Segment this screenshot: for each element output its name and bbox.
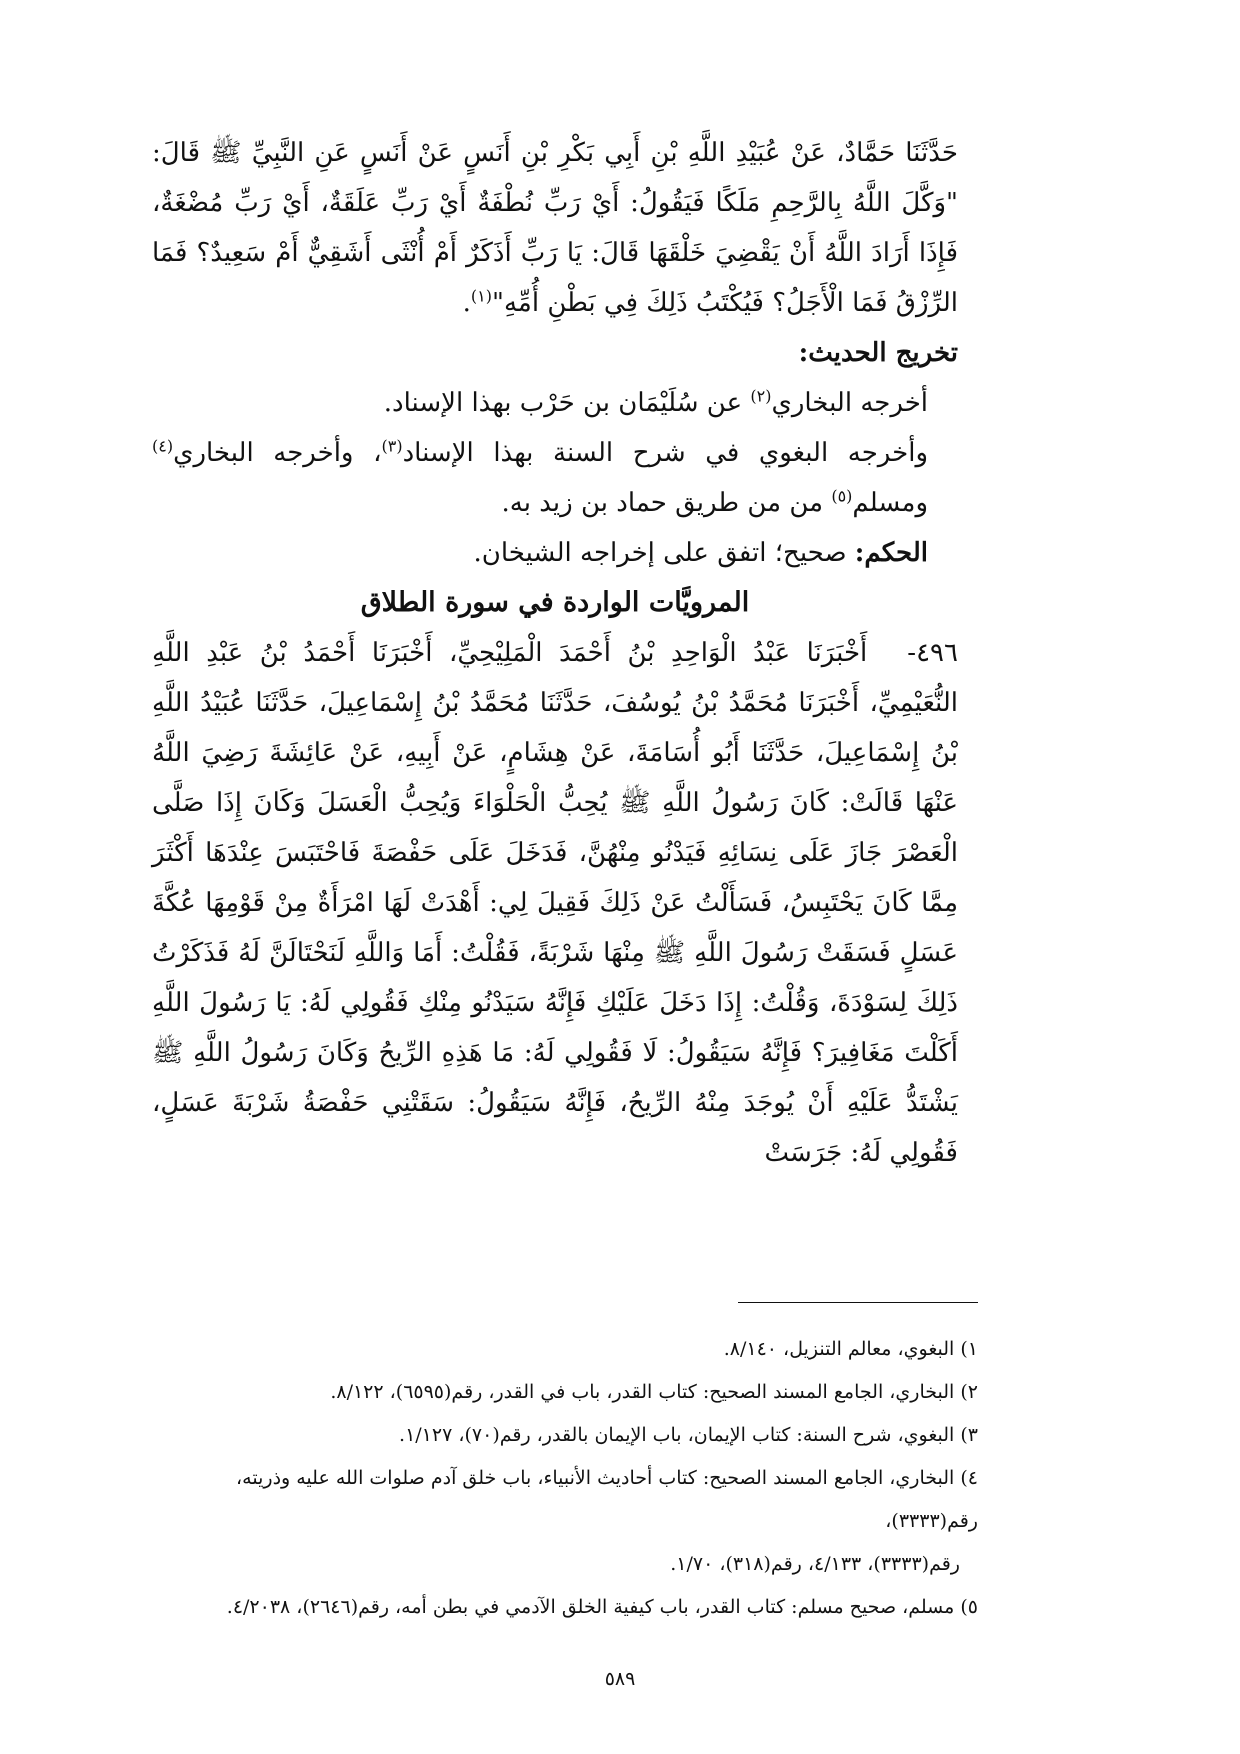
footnote-ref-4[interactable]: (٤)	[152, 436, 174, 456]
footnote-ref-1[interactable]: (١)	[470, 286, 492, 306]
footnote-1-num: ١)	[960, 1338, 978, 1360]
footnote-2-text: البخاري، الجامع المسند الصحيح: كتاب القدر، باب في القدر، رقم(٦٥٩٥)، ٨/١٢٢.	[330, 1381, 961, 1403]
page-number: ٥٨٩	[604, 1668, 636, 1690]
footnote-3-num: ٣)	[960, 1424, 978, 1446]
footnote-5-text: مسلم، صحيح مسلم: كتاب القدر، باب كيفية الخلق الآدمي في بطن أمه، رقم(٢٦٤٦)، ٤/٢٠٣٨.	[226, 1596, 961, 1618]
footnote-1	[150, 1328, 978, 1371]
takhrij-1-text-b: عن سُلَيْمَان بن حَرْب بهذا الإسناد.	[383, 388, 751, 418]
takhrij-2-text-b: ، وأخرجه البخاري	[173, 438, 382, 468]
takhrij-1-text-a: أخرجه البخاري	[771, 388, 928, 418]
footnote-3-text: البغوي، شرح السنة: كتاب الإيمان، باب الإيمان بالقدر، رقم(٧٠)، ١/١٢٧.	[399, 1424, 961, 1446]
hukm-paragraph	[152, 528, 958, 578]
footnotes	[150, 1328, 978, 1629]
main-text	[152, 128, 958, 1178]
takhrij-2-text-a: وأخرجه البغوي في شرح السنة بهذا الإسناد	[402, 438, 928, 468]
hadith-text: أَخْبَرَنَا عَبْدُ الْوَاحِدِ بْنُ أَحْمَدَ الْمَلِيْحِيِّ، أَخْبَرَنَا أَحْمَدُ بْنُ عَبْدِ اللَّهِ النُّعَيْمِيِّ، أَخْبَرَنَا مُحَمَّدُ بْنُ يُوسُفَ، حَدَّثَنَا مُحَمَّدُ بْنُ إِسْمَاعِيلَ، حَدَّثَنَا عُبَيْدُ اللَّهِ بْنُ إِسْمَاعِيلَ، حَدَّثَنَا أَبُو أُسَامَةَ، عَنْ هِشَامٍ، عَنْ أَبِيهِ، عَنْ عَائِشَةَ رَضِيَ اللَّهُ عَنْهَا قَالَتْ: كَانَ رَسُولُ اللَّهِ ﷺ يُحِبُّ الْحَلْوَاءَ وَيُحِبُّ الْعَسَلَ وَكَانَ إِذَا صَلَّى الْعَصْرَ جَازَ عَلَى نِسَائِهِ فَيَدْنُو مِنْهُنَّ، فَدَخَلَ عَلَى حَفْصَةَ فَاحْتَبَسَ عِنْدَهَا أَكْثَرَ مِمَّا كَانَ يَحْتَبِسُ، فَسَأَلْتُ عَنْ ذَلِكَ فَقِيلَ لِي: أَهْدَتْ لَهَا امْرَأَةٌ مِنْ قَوْمِهَا عُكَّةَ عَسَلٍ فَسَقَتْ رَسُولَ اللَّهِ ﷺ مِنْهَا شَرْبَةً، فَقُلْتُ: أَمَا وَاللَّهِ لَنَحْتَالَنَّ لَهُ فَذَكَرْتُ ذَلِكَ لِسَوْدَةَ، وَقُلْتُ: إِذَا دَخَلَ عَلَيْكِ فَإِنَّهُ سَيَدْنُو مِنْكِ فَقُولِي لَهُ: يَا رَسُولَ اللَّهِ أَكَلْتَ مَغَافِيرَ؟ فَإِنَّهُ سَيَقُولُ: لَا فَقُولِي لَهُ: مَا هَذِهِ الرِّيحُ وَكَانَ رَسُولُ اللَّهِ ﷺ يَشْتَدُّ عَلَيْهِ أَنْ يُوجَدَ مِنْهُ الرِّيحُ، فَإِنَّهُ سَيَقُولُ: سَقَتْنِي حَفْصَةُ شَرْبَةَ عَسَلٍ، فَقُولِي لَهُ: جَرَسَتْ	[152, 638, 958, 1168]
footnote-2	[150, 1371, 978, 1414]
footnote-ref-3[interactable]: (٣)	[381, 436, 403, 456]
hukm-label: الحكم:	[854, 538, 928, 568]
footnote-5-num: ٥)	[960, 1596, 978, 1618]
footnote-2-num: ٢)	[960, 1381, 978, 1403]
hadith-number: ٤٩٦-	[907, 638, 958, 668]
footnote-5	[150, 1586, 978, 1629]
footnote-4-num: ٤)	[960, 1467, 978, 1489]
section-title: المرويَّات الواردة في سورة الطلاق	[360, 587, 750, 618]
footnote-4-continuation: رقم(٣٣٣٣)، ٤/١٣٣، رقم(٣١٨)، ١/٧٠.	[670, 1553, 960, 1575]
takhrij-paragraph-1	[152, 378, 958, 428]
hadith-intro-end: .	[462, 288, 471, 318]
footnote-ref-5[interactable]: (٥)	[831, 486, 853, 506]
footnote-1-text: البغوي، معالم التنزيل، ٨/١٤٠.	[723, 1338, 961, 1360]
footnote-ref-2[interactable]: (٢)	[750, 386, 772, 406]
footnote-3	[150, 1414, 978, 1457]
hadith-intro-text: حَدَّثَنَا حَمَّادٌ، عَنْ عُبَيْدِ اللَّهِ بْنِ أَبِي بَكْرِ بْنِ أَنَسٍ عَنْ أَنَسٍ عَنِ النَّبِيِّ ﷺ قَالَ: "وَكَّلَ اللَّهُ بِالرَّحِمِ مَلَكًا فَيَقُولُ: أَيْ رَبِّ نُطْفَةٌ أَيْ رَبِّ عَلَقَةٌ، أَيْ رَبِّ مُضْغَةٌ، فَإِذَا أَرَادَ اللَّهُ أَنْ يَقْضِيَ خَلْقَهَا قَالَ: يَا رَبِّ أَذَكَرٌ أَمْ أُنْثَى أَشَقِيٌّ أَمْ سَعِيدٌ؟ فَمَا الرِّزْقُ فَمَا الْأَجَلُ؟ فَيُكْتَبُ ذَلِكَ فِي بَطْنِ أُمِّهِ"	[152, 138, 958, 318]
footnote-separator	[738, 1302, 978, 1303]
hadith-paragraph	[152, 628, 958, 1178]
takhrij-paragraph-2	[152, 428, 958, 528]
hukm-text: صحيح؛ اتفق على إخراجه الشيخان.	[473, 538, 855, 568]
takhrij-heading: تخريج الحديث:	[798, 338, 958, 368]
hadith-intro-paragraph	[152, 128, 958, 328]
takhrij-2-text-c: ومسلم	[852, 488, 928, 518]
footnote-4	[150, 1457, 978, 1543]
takhrij-2-text-d: من من طريق حماد بن زيد به.	[501, 488, 832, 518]
footnote-4-text: البخاري، الجامع المسند الصحيح: كتاب أحاديث الأنبياء، باب خلق آدم صلوات الله عليه وذريته، رقم(٣٣٣٣)،	[236, 1467, 978, 1532]
